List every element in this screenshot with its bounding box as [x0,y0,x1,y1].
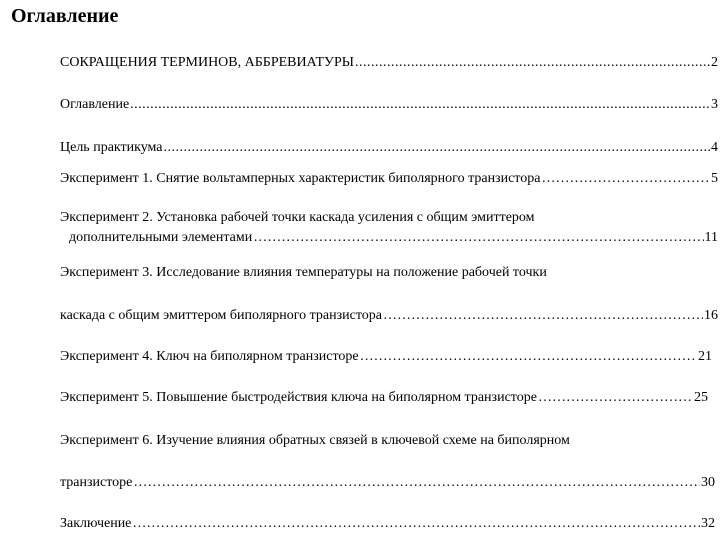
toc-entry-experiment-6-line2[interactable] [60,474,715,492]
toc-entry-title: Цель практикума [60,140,163,155]
toc-entry-page: 4 [711,140,718,155]
toc-entry-experiment-2-line2[interactable] [60,229,718,247]
toc-entry-title: Оглавление [60,97,130,112]
toc-heading: Оглавление [11,5,119,27]
toc-leader [133,474,700,492]
toc-leader [355,54,710,72]
toc-entry-title: Эксперимент 2. Установка рабочей точки каскада усиления с общим эмиттером [60,210,535,225]
toc-entry-title: каскада с общим эмиттером биполярного транзистора [60,308,383,323]
toc-leader [383,307,703,325]
toc-entry-title: Заключение [60,516,132,531]
toc-entry-title: Эксперимент 3. Исследование влияния температуры на положение рабочей точки [60,265,547,280]
toc-leader [132,515,700,533]
toc-entry-experiment-3-line2[interactable] [60,307,718,325]
toc-entry-page: 32 [701,516,715,531]
toc-entry-experiment-2-line1[interactable] [60,209,718,227]
toc-leader [130,96,710,114]
toc-entry-title: СОКРАЩЕНИЯ ТЕРМИНОВ, АББРЕВИАТУРЫ [60,55,354,70]
toc-entry-conclusion[interactable] [60,515,715,533]
toc-entry-title: Эксперимент 6. Изучение влияния обратных связей в ключевой схеме на биполярном [60,433,570,448]
toc-leader [541,170,710,188]
toc-entry-page: 3 [711,97,718,112]
toc-entry-title: транзисторе [60,475,133,490]
toc-leader [253,229,703,247]
toc-entry-goal[interactable] [60,139,718,157]
toc-entry-experiment-6-line1[interactable] [60,432,718,450]
toc-entry-abbreviations[interactable] [60,54,718,72]
toc-entry-page: 2 [711,55,718,70]
toc-entry-title: Эксперимент 1. Снятие вольтамперных характеристик биполярного транзистора [60,171,541,186]
toc-entry-experiment-3-line1[interactable] [60,264,718,282]
toc-entry-experiment-4[interactable] [60,348,712,366]
toc-leader [164,139,710,157]
toc-leader [538,389,693,407]
toc-leader [360,348,697,366]
toc-entry-page: 25 [694,390,708,405]
toc-entry-title: Эксперимент 5. Повышение быстродействия ключа на биполярном транзисторе [60,390,537,405]
toc-entry-experiment-5[interactable] [60,389,708,407]
toc-entry-contents[interactable] [60,96,718,114]
toc-entry-title: дополнительными элементами [69,230,253,245]
toc-entry-page: 21 [698,349,712,364]
toc-entry-page: 11 [704,230,718,245]
toc-entry-experiment-1[interactable] [60,170,718,188]
toc-entry-page: 30 [701,475,715,490]
toc-entry-page: 16 [704,308,718,323]
toc-entry-title: Эксперимент 4. Ключ на биполярном транзисторе [60,349,359,364]
toc-entry-page: 5 [711,171,718,186]
